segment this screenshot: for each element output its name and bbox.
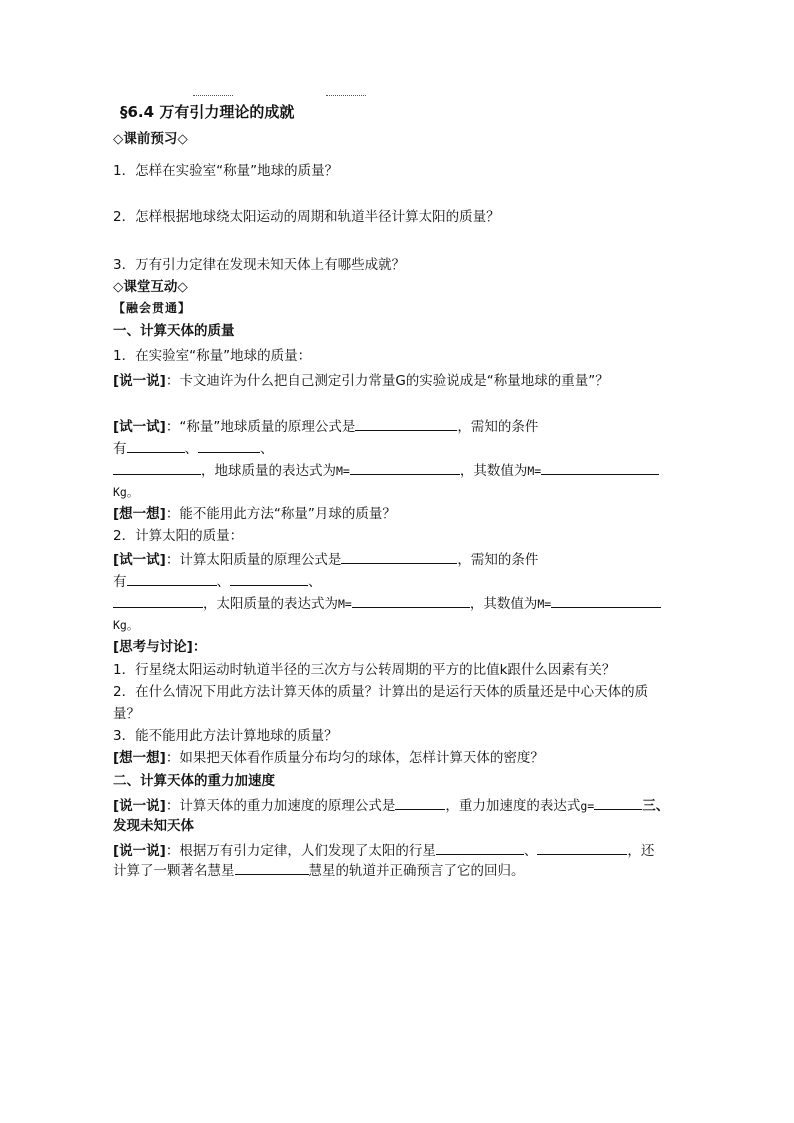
try-earth-line: [试一试]：“称量”地球质量的原理公式是 ，需知的条件 bbox=[113, 419, 539, 435]
part1-heading: 一、计算天体的质量 bbox=[113, 323, 235, 339]
expression-blank[interactable] bbox=[352, 594, 470, 608]
expression-blank[interactable] bbox=[594, 796, 642, 810]
decorative-dotted-mark bbox=[326, 95, 366, 96]
earth-intro: 1．在实验室“称量”地球的质量： bbox=[113, 348, 312, 364]
say-tag: [说一说] bbox=[113, 373, 166, 389]
sun-intro: 2．计算太阳的质量： bbox=[113, 528, 244, 544]
preview-heading: ◇课前预习◇ bbox=[113, 131, 188, 147]
part3-heading: 发现未知天体 bbox=[113, 818, 194, 834]
think-tag: [想一想] bbox=[113, 750, 166, 766]
formula-blank[interactable] bbox=[355, 417, 457, 431]
think-tag: [想一想] bbox=[113, 506, 166, 522]
conditions-line: 有 、 、 bbox=[113, 574, 322, 590]
condition-blank[interactable] bbox=[230, 572, 308, 586]
integration-stamp: 【融会贯通】 bbox=[113, 301, 192, 315]
discussion-item: 2．在什么情况下用此方法计算天体的质量？计算出的是运行天体的质量还是中心天体的质 bbox=[113, 684, 649, 700]
comet-line: 计算了一颗著名慧星 慧星的轨道并正确预言了它的回归。 bbox=[113, 863, 525, 879]
preview-question: 1．怎样在实验室“称量”地球的质量？ bbox=[113, 163, 339, 179]
earth-expression-line: ，地球质量的表达式为M= ，其数值为M= bbox=[113, 461, 683, 480]
comet-blank[interactable] bbox=[235, 861, 309, 875]
think-density-line: [想一想]：如果把天体看作质量分布均匀的球体，怎样计算天体的密度？ bbox=[113, 750, 544, 766]
say-tag: [说一说] bbox=[113, 798, 166, 814]
conditions-line: 有 、 、 bbox=[113, 441, 274, 457]
unit-text: Kg。 bbox=[113, 618, 139, 632]
say-discovery-line: [说一说]：根据万有引力定律，人们发现了太阳的行星 、 ，还 bbox=[113, 843, 655, 859]
unit-text: Kg。 bbox=[113, 485, 139, 499]
part2-heading: 二、计算天体的重力加速度 bbox=[113, 773, 275, 789]
interaction-heading: ◇课堂互动◇ bbox=[113, 279, 188, 295]
discussion-item: 3．能不能用此方法计算地球的质量？ bbox=[113, 728, 338, 744]
section-number: §6.4 bbox=[120, 103, 155, 121]
say-text: ：卡文迪许为什么把自己测定引力常量G的实验说成是“称量地球的重量”？ bbox=[165, 373, 609, 389]
condition-blank[interactable] bbox=[113, 461, 201, 475]
discussion-item-continued: 量？ bbox=[113, 706, 140, 722]
planet-blank[interactable] bbox=[436, 841, 524, 855]
preview-question: 3．万有引力定律在发现未知天体上有哪些成就？ bbox=[113, 257, 406, 273]
discussion-heading: [思考与讨论]： bbox=[113, 639, 207, 655]
formula-blank[interactable] bbox=[341, 550, 457, 564]
try-tag: [试一试] bbox=[113, 552, 166, 568]
discussion-item: 1．行星绕太阳运动时轨道半径的三次方与公转周期的平方的比值k跟什么因素有关？ bbox=[113, 662, 616, 678]
part3-number: 三、 bbox=[642, 798, 670, 814]
try-tag: [试一试] bbox=[113, 419, 166, 435]
condition-blank[interactable] bbox=[198, 439, 260, 453]
say-earth-line bbox=[113, 372, 683, 390]
preview-question: 2．怎样根据地球绕太阳运动的周期和轨道半径计算太阳的质量？ bbox=[113, 209, 500, 225]
expression-blank[interactable] bbox=[350, 461, 460, 475]
value-blank[interactable] bbox=[541, 461, 659, 475]
say-gravity-line: [说一说]：计算天体的重力加速度的原理公式是 ，重力加速度的表达式g= 三、 bbox=[113, 798, 670, 814]
condition-blank[interactable] bbox=[113, 594, 203, 608]
say-tag: [说一说] bbox=[113, 843, 166, 859]
think-moon-line: [想一想]：能不能用此方法“称量”月球的质量？ bbox=[113, 506, 396, 522]
decorative-dotted-mark bbox=[193, 95, 233, 96]
planet-blank[interactable] bbox=[537, 841, 627, 855]
title-text: 万有引力理论的成就 bbox=[159, 103, 295, 121]
condition-blank[interactable] bbox=[127, 572, 217, 586]
value-blank[interactable] bbox=[551, 594, 661, 608]
page-title bbox=[120, 103, 690, 121]
condition-blank[interactable] bbox=[127, 439, 185, 453]
try-sun-line: [试一试]：计算太阳质量的原理公式是 ，需知的条件 bbox=[113, 552, 539, 568]
formula-blank[interactable] bbox=[395, 796, 445, 810]
sun-expression-line: ，太阳质量的表达式为M= ，其数值为M= bbox=[113, 594, 683, 613]
